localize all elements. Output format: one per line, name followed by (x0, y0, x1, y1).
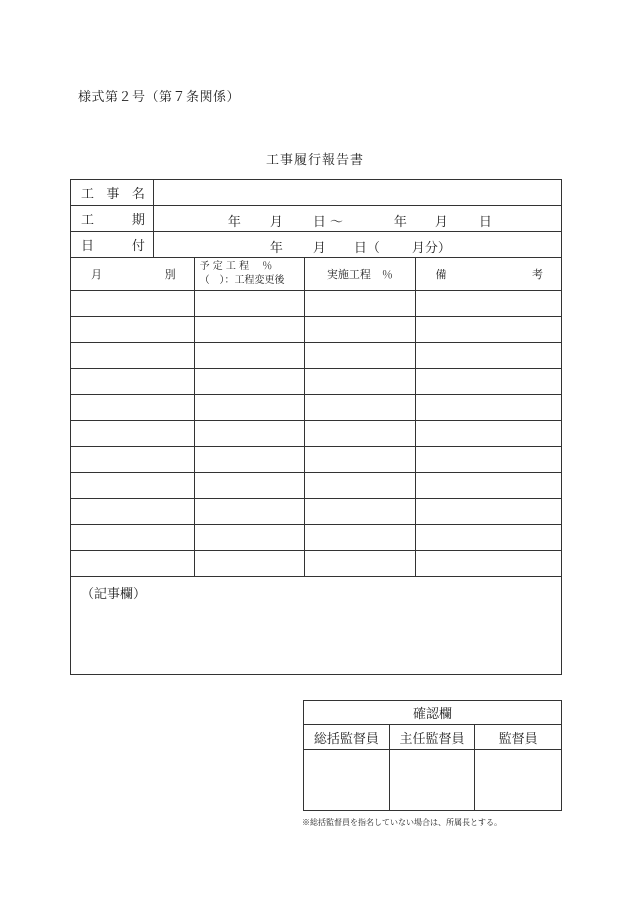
approval-column-general-supervisor: 総括監督員 (304, 725, 390, 750)
progress-row (71, 395, 562, 421)
document-title: 工事履行報告書 (265, 153, 364, 168)
actual-progress-header (305, 258, 415, 291)
progress-row (71, 499, 562, 525)
report-date-label (71, 232, 154, 258)
planned-progress-header-line1: 予 定 工 程 ％ (199, 261, 273, 272)
construction-period-label-char: 工 (81, 213, 95, 228)
remarks-cell[interactable] (415, 369, 561, 395)
planned-progress-cell[interactable] (194, 343, 305, 369)
month-cell[interactable] (71, 447, 195, 473)
construction-name-label-char: 工 (81, 187, 95, 202)
month-cell[interactable] (71, 525, 195, 551)
actual-progress-cell[interactable] (305, 395, 415, 421)
month-header-char: 別 (164, 268, 176, 281)
report-covered-month-unit: 月分） (411, 241, 451, 256)
planned-progress-cell[interactable] (194, 525, 305, 551)
report-year-unit: 年 (269, 241, 283, 256)
planned-progress-cell[interactable] (194, 447, 305, 473)
notes-label: （記事欄） (81, 587, 147, 602)
progress-row (71, 525, 562, 551)
remarks-header-char: 備 (435, 268, 447, 281)
month-cell[interactable] (71, 395, 195, 421)
period-end-day-unit: 日 (478, 215, 492, 230)
month-cell[interactable] (71, 343, 195, 369)
month-cell[interactable] (71, 551, 195, 577)
actual-progress-cell[interactable] (305, 317, 415, 343)
remarks-header (415, 258, 561, 291)
approval-title: 確認欄 (304, 701, 562, 725)
period-start-month-unit: 月 (269, 215, 283, 230)
planned-progress-header (194, 258, 305, 291)
construction-name-row (71, 180, 562, 206)
planned-progress-cell[interactable] (194, 291, 305, 317)
planned-progress-cell[interactable] (194, 395, 305, 421)
actual-progress-cell[interactable] (305, 343, 415, 369)
period-start-year-unit: 年 (227, 215, 241, 230)
construction-period-field[interactable] (153, 206, 561, 232)
construction-period-label (71, 206, 154, 232)
construction-name-label (71, 180, 154, 206)
month-cell[interactable] (71, 317, 195, 343)
actual-progress-cell[interactable] (305, 525, 415, 551)
signature-box-supervisor[interactable] (475, 750, 562, 811)
period-end-year-unit: 年 (393, 215, 407, 230)
planned-progress-cell[interactable] (194, 369, 305, 395)
month-cell[interactable] (71, 421, 195, 447)
month-cell[interactable] (71, 499, 195, 525)
actual-progress-cell[interactable] (305, 499, 415, 525)
construction-name-label-char: 名 (131, 187, 145, 202)
notes-field[interactable] (71, 577, 562, 675)
remarks-cell[interactable] (415, 447, 561, 473)
progress-row (71, 291, 562, 317)
progress-header-row (71, 258, 562, 291)
footnote: ※総括監督員を指名していない場合は、所属長とする。 (302, 818, 502, 827)
planned-progress-header-line2: （ ）：工程変更後 (199, 275, 285, 286)
report-month-unit: 月 (312, 241, 326, 256)
actual-progress-cell[interactable] (305, 421, 415, 447)
period-end-month-unit: 月 (434, 215, 448, 230)
construction-period-label-char: 期 (131, 213, 145, 228)
actual-progress-cell[interactable] (305, 551, 415, 577)
actual-progress-cell[interactable] (305, 473, 415, 499)
month-cell[interactable] (71, 291, 195, 317)
approval-columns-row (304, 725, 562, 750)
approval-column-chief-supervisor: 主任監督員 (389, 725, 475, 750)
remarks-cell[interactable] (415, 473, 561, 499)
report-date-row (71, 232, 562, 258)
remarks-cell[interactable] (415, 525, 561, 551)
approval-column-supervisor: 監督員 (475, 725, 562, 750)
month-header-char: 月 (91, 268, 102, 281)
construction-name-field[interactable] (153, 180, 561, 206)
remarks-cell[interactable] (415, 421, 561, 447)
approval-title-row (304, 701, 562, 725)
remarks-cell[interactable] (415, 499, 561, 525)
form-number: 様式第２号（第７条関係） (78, 90, 241, 105)
remarks-cell[interactable] (415, 343, 561, 369)
notes-row (71, 577, 562, 675)
report-date-label-char: 日 (81, 239, 95, 254)
planned-progress-cell[interactable] (194, 473, 305, 499)
actual-progress-cell[interactable] (305, 291, 415, 317)
construction-period-row (71, 206, 562, 232)
remarks-cell[interactable] (415, 395, 561, 421)
remarks-cell[interactable] (415, 551, 561, 577)
signature-box-general-supervisor[interactable] (304, 750, 390, 811)
month-cell[interactable] (71, 473, 195, 499)
progress-row (71, 551, 562, 577)
progress-row (71, 421, 562, 447)
period-start-day-unit: 日 ～ (312, 215, 343, 230)
report-date-label-char: 付 (131, 239, 145, 254)
actual-progress-cell[interactable] (305, 447, 415, 473)
report-table (70, 179, 562, 675)
approval-table (303, 700, 562, 811)
progress-row (71, 447, 562, 473)
month-cell[interactable] (71, 369, 195, 395)
progress-row (71, 369, 562, 395)
remarks-header-char: 考 (532, 268, 543, 281)
remarks-cell[interactable] (415, 317, 561, 343)
planned-progress-cell[interactable] (194, 317, 305, 343)
progress-row (71, 473, 562, 499)
actual-progress-header-label: 実施工程 ％ (326, 268, 393, 281)
approval-signature-row (304, 750, 562, 811)
report-date-field[interactable] (153, 232, 561, 258)
signature-box-chief-supervisor[interactable] (389, 750, 475, 811)
construction-name-label-char: 事 (106, 187, 120, 202)
planned-progress-cell[interactable] (194, 551, 305, 577)
report-day-unit: 日（ (353, 241, 380, 256)
remarks-cell[interactable] (415, 291, 561, 317)
planned-progress-cell[interactable] (194, 421, 305, 447)
planned-progress-cell[interactable] (194, 499, 305, 525)
month-header (71, 258, 195, 291)
progress-row (71, 317, 562, 343)
actual-progress-cell[interactable] (305, 369, 415, 395)
progress-row (71, 343, 562, 369)
